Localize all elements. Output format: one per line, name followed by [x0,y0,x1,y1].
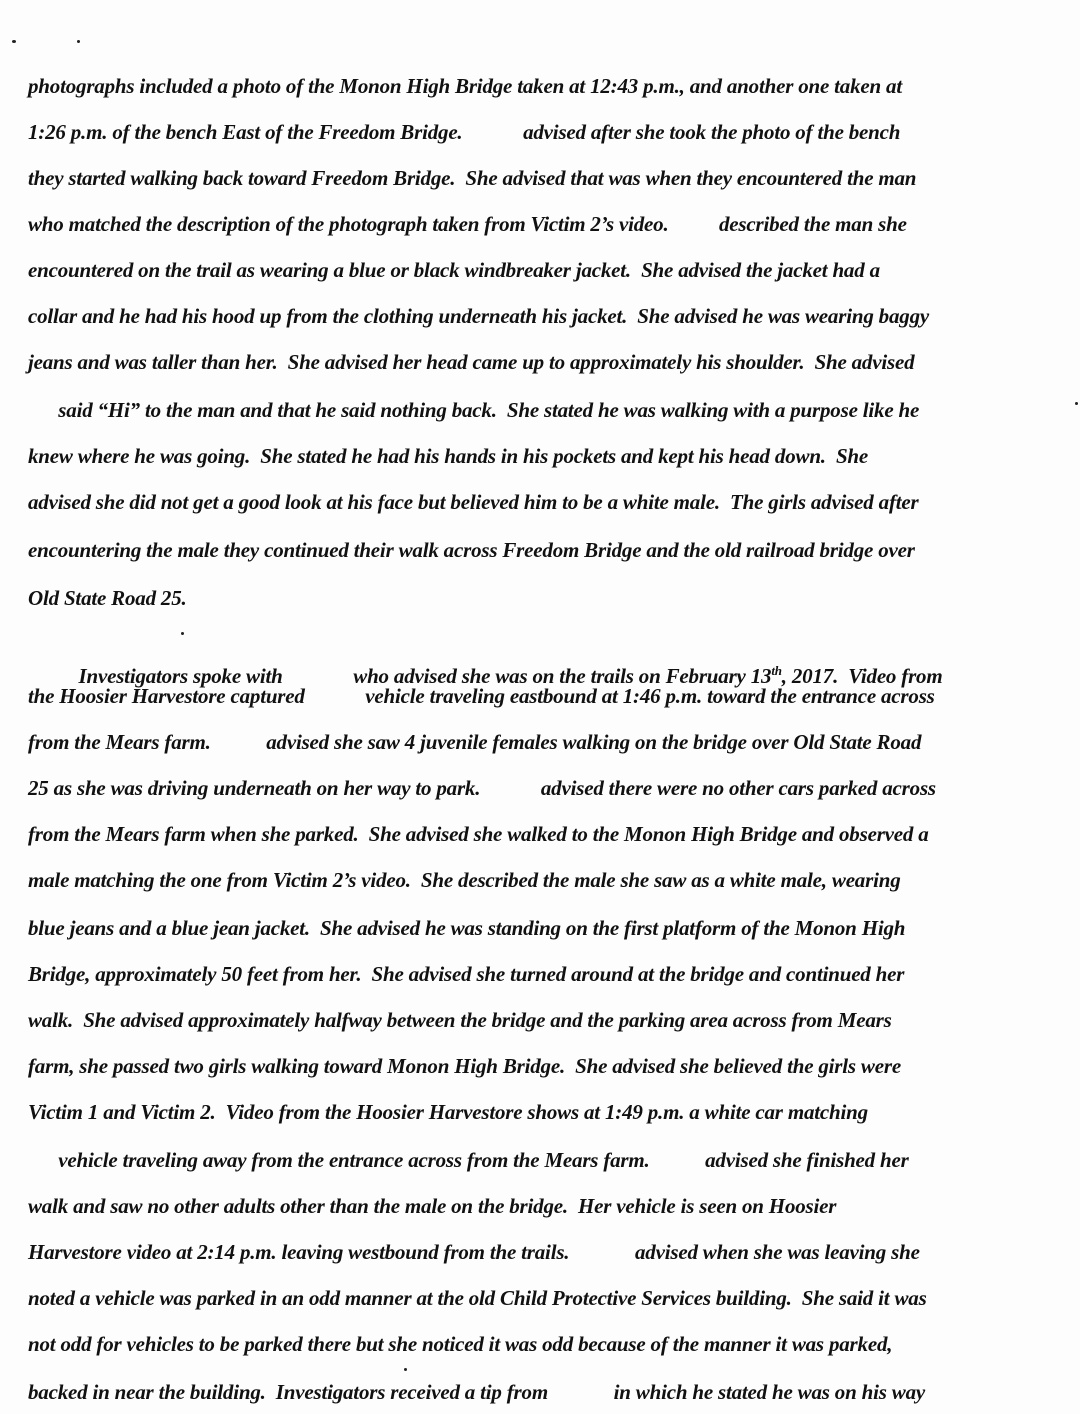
text-line-head: Investigators spoke with who advised she was on the trails on February 13 [58,664,772,688]
text-line: they started walking back toward Freedom Bridge. She advised that was when they encountered the man [28,166,917,190]
text-line: from the Mears farm when she parked. She advised she walked to the Monon High Bridge and observed a [28,822,929,846]
text-line: Bridge, approximately 50 feet from her. She advised she turned around at the bridge and continued her [28,962,905,986]
text-line: not odd for vehicles to be parked there but she noticed it was odd because of the manner it was parked, [28,1332,893,1356]
text-line: advised she did not get a good look at his face but believed him to be a white male. The girls advised after [28,490,919,514]
ordinal-suffix: th [771,663,782,678]
text-line: 25 as she was driving underneath on her way to park. advised there were no other cars parked across [28,776,936,800]
scan-speck [77,40,80,43]
text-line: encountering the male they continued their walk across Freedom Bridge and the old railroad bridge over [28,538,915,562]
scan-speck [12,40,16,43]
text-line: encountered on the trail as wearing a blue or black windbreaker jacket. She advised the jacket had a [28,258,880,282]
text-line: noted a vehicle was parked in an odd manner at the old Child Protective Services building. She said it was [28,1286,927,1310]
text-line: walk and saw no other adults other than the male on the bridge. Her vehicle is seen on Hoosier [28,1194,837,1218]
text-line: photographs included a photo of the Monon High Bridge taken at 12:43 p.m., and another one taken at [28,74,902,98]
text-line: Harvestore video at 2:14 p.m. leaving westbound from the trails. advised when she was leaving she [28,1240,920,1264]
text-line: from the Mears farm. advised she saw 4 juvenile females walking on the bridge over Old State Road [28,730,922,754]
text-line: 1:26 p.m. of the bench East of the Freedom Bridge. advised after she took the photo of the bench [28,120,901,144]
scan-speck [1075,402,1078,405]
text-line: jeans and was taller than her. She advised her head came up to approximately his shoulder. She advised [28,350,915,374]
text-line: vehicle traveling away from the entrance across from the Mears farm. advised she finished her [28,1148,909,1172]
text-line: Victim 1 and Victim 2. Video from the Hoosier Harvestore shows at 1:49 p.m. a white car matching [28,1100,868,1124]
text-line: who matched the description of the photograph taken from Victim 2’s video. described the man she [28,212,907,236]
text-line: Old State Road 25. [28,586,187,610]
text-line: said “Hi” to the man and that he said nothing back. She stated he was walking with a purpose like he [28,398,920,422]
text-line: knew where he was going. She stated he had his hands in his pockets and kept his head down. She [28,444,869,468]
text-line-tail: , 2017. Video from [781,664,943,688]
text-line: walk. She advised approximately halfway between the bridge and the parking area across from Mears [28,1008,892,1032]
text-line: farm, she passed two girls walking toward Monon High Bridge. She advised she believed the girls were [28,1054,901,1078]
text-line: the Hoosier Harvestore captured vehicle traveling eastbound at 1:46 p.m. toward the entrance across [28,684,935,708]
text-line: blue jeans and a blue jean jacket. She advised he was standing on the first platform of the Monon High [28,916,906,940]
scan-speck [404,1368,407,1371]
text-line: male matching the one from Victim 2’s video. She described the male she saw as a white male, wearing [28,868,901,892]
text-line: collar and he had his hood up from the clothing underneath his jacket. She advised he was wearing baggy [28,304,929,328]
text-line: backed in near the building. Investigators received a tip from in which he stated he was on his way [28,1380,925,1404]
